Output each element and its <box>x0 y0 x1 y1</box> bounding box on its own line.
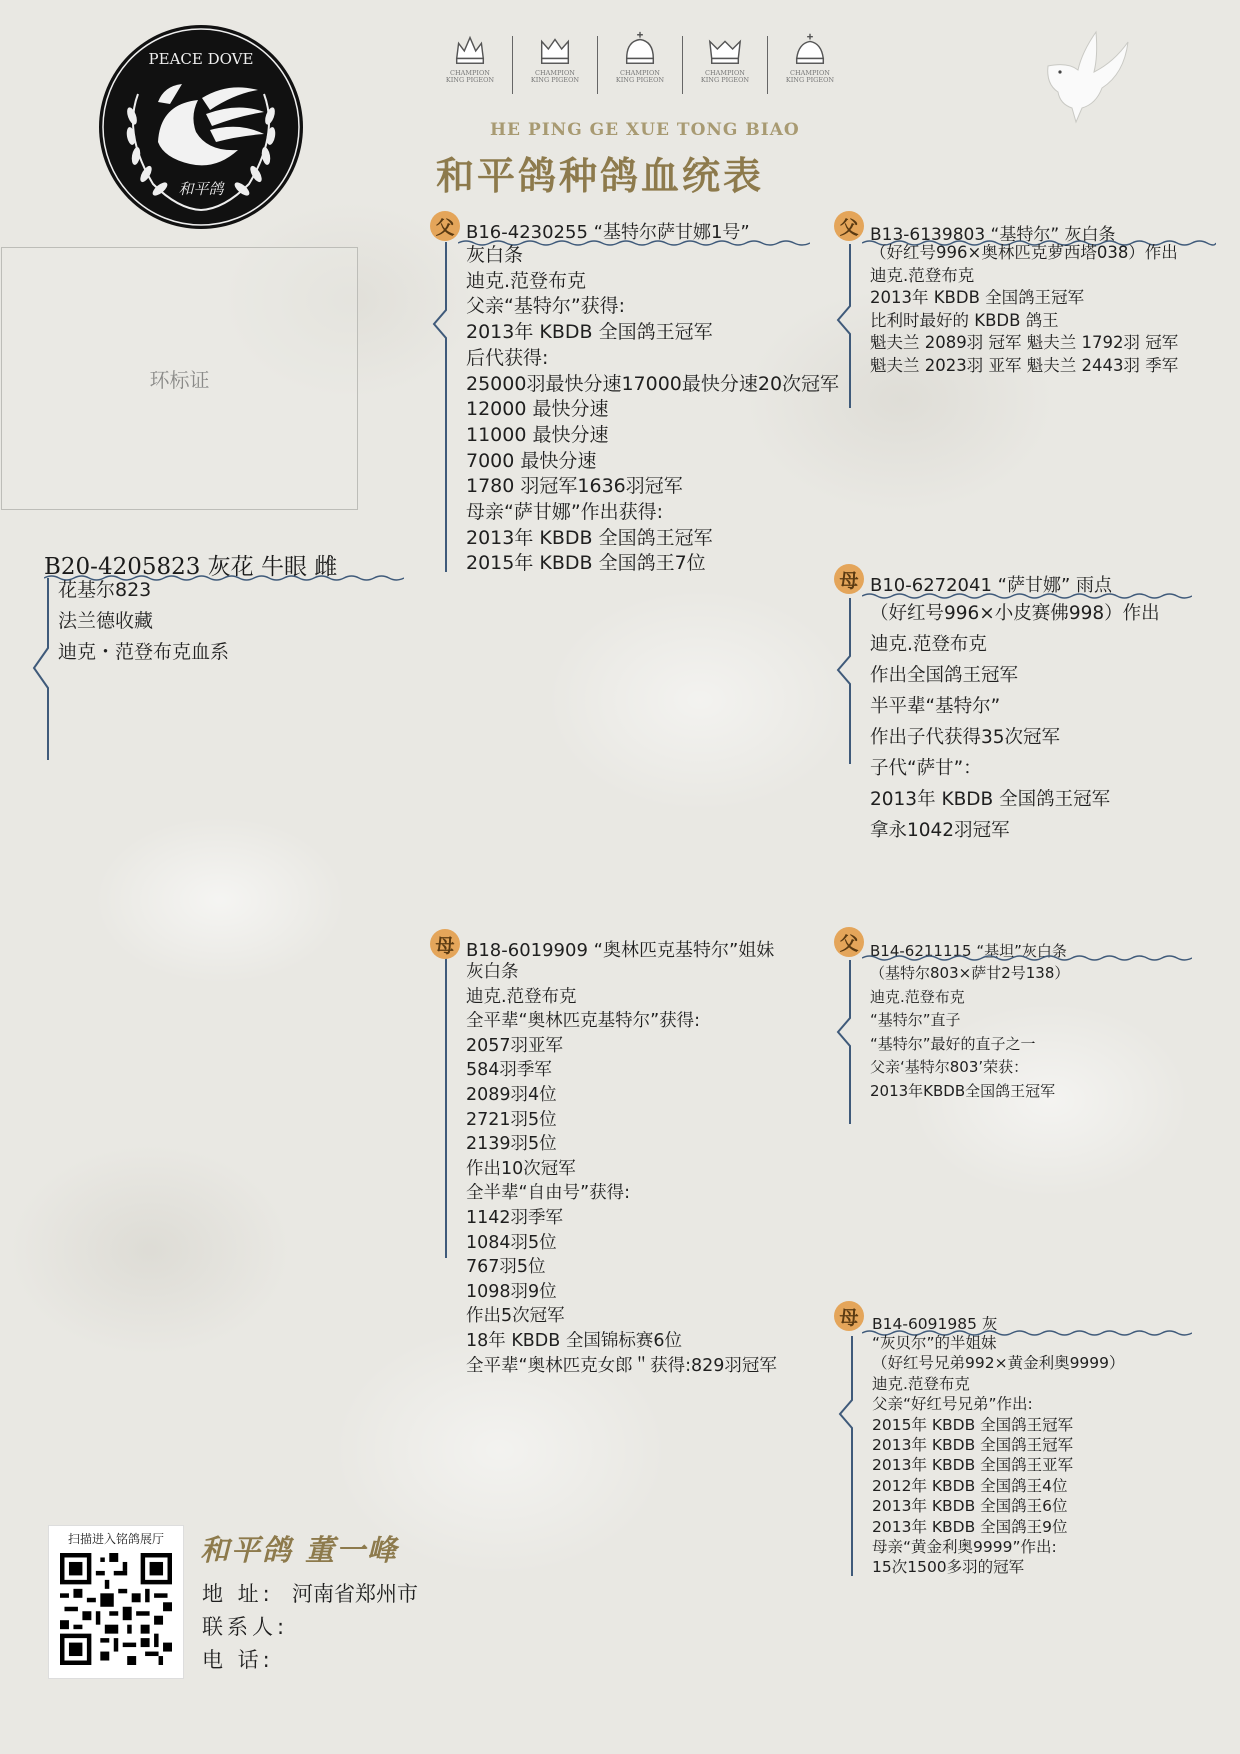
father-line: 父亲“基特尔”获得: <box>466 295 626 318</box>
father-father-line: 魁夫兰 2089羽 冠军 魁夫兰 1792羽 冠军 <box>870 333 1179 352</box>
subject-line: 法兰德收藏 <box>58 610 154 632</box>
mother-mother-line: 母亲“黄金利奥9999”作出: <box>872 1538 1057 1557</box>
contact-info <box>202 1578 418 1677</box>
mother-mother-line: 迪克.范登布克 <box>872 1374 970 1393</box>
pedigree-subtitle: HE PING GE XUE TONG BIAO <box>490 120 800 140</box>
address-row <box>202 1578 418 1611</box>
crown-emblem <box>428 30 512 84</box>
phone-label: 电 话: <box>202 1648 274 1672</box>
mother-line: 2089羽4位 <box>466 1084 557 1105</box>
mother-heading: B18-6019909 “奥林匹克基特尔”姐妹 <box>466 940 775 961</box>
father-line: 2013年 KBDB 全国鸽王冠军 <box>466 321 713 344</box>
mother-line: 全半辈“自由号”获得: <box>466 1183 631 1204</box>
mother-line: 767羽5位 <box>466 1257 546 1278</box>
bracket <box>832 244 856 408</box>
subject-heading: B20-4205823 灰花 牛眼 雌 <box>44 554 338 580</box>
mother-father-line: 父亲‘基特尔803’荣获： <box>870 1058 1029 1076</box>
father-father-details <box>870 242 1178 377</box>
crown-icon <box>621 30 659 68</box>
bracket <box>428 958 452 1298</box>
father-mother-line: 子代“萨甘”： <box>870 758 982 779</box>
mother-line: 584羽季军 <box>466 1060 552 1081</box>
father-father-line: 魁夫兰 2023羽 亚军 魁夫兰 2443羽 季军 <box>870 355 1179 375</box>
mother-line: 2139羽5位 <box>466 1134 557 1155</box>
wave-underline <box>862 954 1192 962</box>
father-line: 灰白条 <box>466 244 524 266</box>
mother-mother-line: （好红号兄弟992×黄金利奥9999） <box>872 1354 1125 1373</box>
subject-line: 花基尔823 <box>58 579 152 601</box>
qr-code-panel[interactable] <box>48 1525 184 1679</box>
father-heading: B16-4230255 “基特尔萨甘娜1号” <box>466 222 750 243</box>
father-mother-heading: B10-6272041 “萨甘娜” 雨点 <box>870 575 1113 596</box>
mother-line: 全平辈“奥林匹克女郎＂获得:829羽冠军 <box>466 1355 777 1376</box>
mother-details <box>466 960 777 1378</box>
crown-icon <box>536 30 574 68</box>
mother-mother-line: 15次1500多羽的冠军 <box>872 1558 1025 1577</box>
crown-emblem <box>513 30 597 84</box>
qr-caption: 扫描进入铭鸽展厅 <box>67 1532 164 1546</box>
mother-father-details <box>870 962 1069 1103</box>
mother-mother-line: 2013年 KBDB 全国鸽王9位 <box>872 1517 1068 1536</box>
logo-arc-text: PEACE DOVE <box>148 50 254 68</box>
father-mother-badge: 母 <box>834 564 864 594</box>
mother-mother-line: 2013年 KBDB 全国鸽王冠军 <box>872 1436 1074 1455</box>
mother-badge: 母 <box>430 929 460 959</box>
father-mother-line: 拿永1042羽冠军 <box>870 820 1010 841</box>
crown-emblem <box>768 30 852 84</box>
father-mother-line: 作出子代获得35次冠军 <box>870 727 1061 748</box>
ring-certificate-box <box>1 247 358 510</box>
mother-father-line: 迪克.范登布克 <box>870 987 965 1006</box>
mother-mother-badge: 母 <box>834 1301 864 1331</box>
phone-row <box>202 1644 418 1677</box>
mother-line: 1084羽5位 <box>466 1232 557 1253</box>
mother-father-line: “基特尔”直子 <box>870 1011 961 1029</box>
mother-line: 1142羽季军 <box>466 1207 564 1228</box>
father-father-badge: 父 <box>834 211 864 241</box>
crown-caption-2: KING PIGEON <box>700 76 750 84</box>
dove-icon <box>1038 22 1134 130</box>
mother-line: 作出5次冠军 <box>466 1306 565 1327</box>
crown-caption-2: KING PIGEON <box>615 76 665 84</box>
mother-mother-line: 2013年 KBDB 全国鸽王亚军 <box>872 1456 1074 1475</box>
father-line: 母亲“萨甘娜”作出获得: <box>466 501 664 524</box>
father-father-heading: B13-6139803 “基特尔” 灰白条 <box>870 225 1116 245</box>
contact-row <box>202 1611 418 1644</box>
crown-caption-2: KING PIGEON <box>530 76 580 84</box>
subject-line: 迪克・范登布克血系 <box>58 641 230 663</box>
mother-mother-details <box>872 1333 1125 1578</box>
crown-caption-1: CHAMPION <box>620 69 660 77</box>
crown-caption-2: KING PIGEON <box>785 76 835 84</box>
crown-emblem <box>598 30 682 84</box>
father-badge: 父 <box>430 211 460 241</box>
mother-mother-heading: B14-6091985 灰 <box>872 1315 998 1333</box>
father-line: 12000 最快分速 <box>466 398 609 421</box>
subject-details <box>58 575 229 668</box>
mother-line: 作出10次冠军 <box>466 1158 576 1179</box>
logo-inner-text: 和平鸽 <box>178 180 224 198</box>
mother-line: 灰白条 <box>466 962 519 982</box>
mother-father-badge: 父 <box>834 927 864 957</box>
father-mother-line: 作出全国鸽王冠军 <box>870 665 1019 686</box>
crown-caption-2: KING PIGEON <box>445 76 495 84</box>
crown-row <box>428 30 852 94</box>
pedigree-title: 和平鸽种鸽血统表 <box>436 153 765 198</box>
bracket <box>30 578 52 760</box>
father-father-line: 比利时最好的 KBDB 鸽王 <box>870 310 1059 330</box>
crown-icon <box>451 30 489 68</box>
father-mother-line: （好红号996×小皮赛佛998）作出 <box>870 603 1160 624</box>
mother-mother-line: 2015年 KBDB 全国鸽王冠军 <box>872 1415 1074 1434</box>
father-line: 后代获得: <box>466 346 549 369</box>
father-line: 2013年 KBDB 全国鸽王冠军 <box>466 526 713 549</box>
father-line: 2015年 KBDB 全国鸽王7位 <box>466 552 706 575</box>
mother-line: 全平辈“奥林匹克基特尔”获得: <box>466 1011 701 1032</box>
crown-icon <box>791 30 829 68</box>
father-details <box>466 243 839 577</box>
address-value: 河南省郑州市 <box>292 1582 418 1606</box>
peace-dove-logo <box>98 24 304 230</box>
crown-caption-1: CHAMPION <box>705 69 745 77</box>
mother-father-line: （基特尔803×萨甘2号138） <box>870 964 1070 982</box>
father-line: 7000 最快分速 <box>466 449 597 472</box>
address-label: 地 址: <box>202 1582 274 1606</box>
mother-mother-line: “灰贝尔”的半姐妹 <box>872 1334 997 1352</box>
mother-line: 迪克.范登布克 <box>466 986 577 1007</box>
bracket <box>832 598 856 764</box>
crown-emblem <box>683 30 767 84</box>
father-line: 11000 最快分速 <box>466 423 609 446</box>
mother-father-line: 2013年KBDB全国鸽王冠军 <box>870 1081 1056 1100</box>
mother-line: 1098羽9位 <box>466 1281 557 1302</box>
mother-line: 18年 KBDB 全国锦标赛6位 <box>466 1330 682 1351</box>
father-mother-details <box>870 598 1160 846</box>
crown-caption-1: CHAMPION <box>450 69 490 77</box>
father-father-line: 迪克.范登布克 <box>870 265 975 285</box>
mother-mother-line: 2012年 KBDB 全国鸽王4位 <box>872 1476 1068 1495</box>
breeder-signature: 和平鸽 董一峰 <box>200 1533 399 1567</box>
bracket <box>834 1336 858 1576</box>
mother-father-line: “基特尔”最好的直子之一 <box>870 1034 1036 1053</box>
father-mother-line: 半平辈“基特尔” <box>870 696 1001 717</box>
crown-icon <box>706 30 744 68</box>
ring-certificate-label: 环标证 <box>149 368 210 392</box>
father-father-line: （好红号996×奥林匹克萝西塔038）作出 <box>870 243 1178 262</box>
father-line: 25000羽最快分速17000最快分速20次冠军 <box>466 372 840 395</box>
father-father-line: 2013年 KBDB 全国鸽王冠军 <box>870 288 1085 307</box>
father-line: 迪克.范登布克 <box>466 269 587 292</box>
qr-code-icon[interactable] <box>60 1553 172 1665</box>
father-mother-line: 2013年 KBDB 全国鸽王冠军 <box>870 789 1111 810</box>
bracket <box>832 960 856 1124</box>
mother-line: 2057羽亚军 <box>466 1035 564 1056</box>
bracket <box>428 242 452 572</box>
contact-label: 联系人: <box>202 1615 289 1639</box>
mother-father-heading: B14-6211115 “基坦”灰白条 <box>870 942 1067 960</box>
father-line: 1780 羽冠军1636羽冠军 <box>466 475 683 498</box>
mother-mother-line: 2013年 KBDB 全国鸽王6位 <box>872 1497 1068 1516</box>
mother-line: 2721羽5位 <box>466 1109 557 1130</box>
father-mother-line: 迪克.范登布克 <box>870 634 987 655</box>
crown-caption-1: CHAMPION <box>535 69 575 77</box>
crown-caption-1: CHAMPION <box>790 69 830 77</box>
mother-mother-line: 父亲“好红号兄弟”作出: <box>872 1395 1033 1414</box>
